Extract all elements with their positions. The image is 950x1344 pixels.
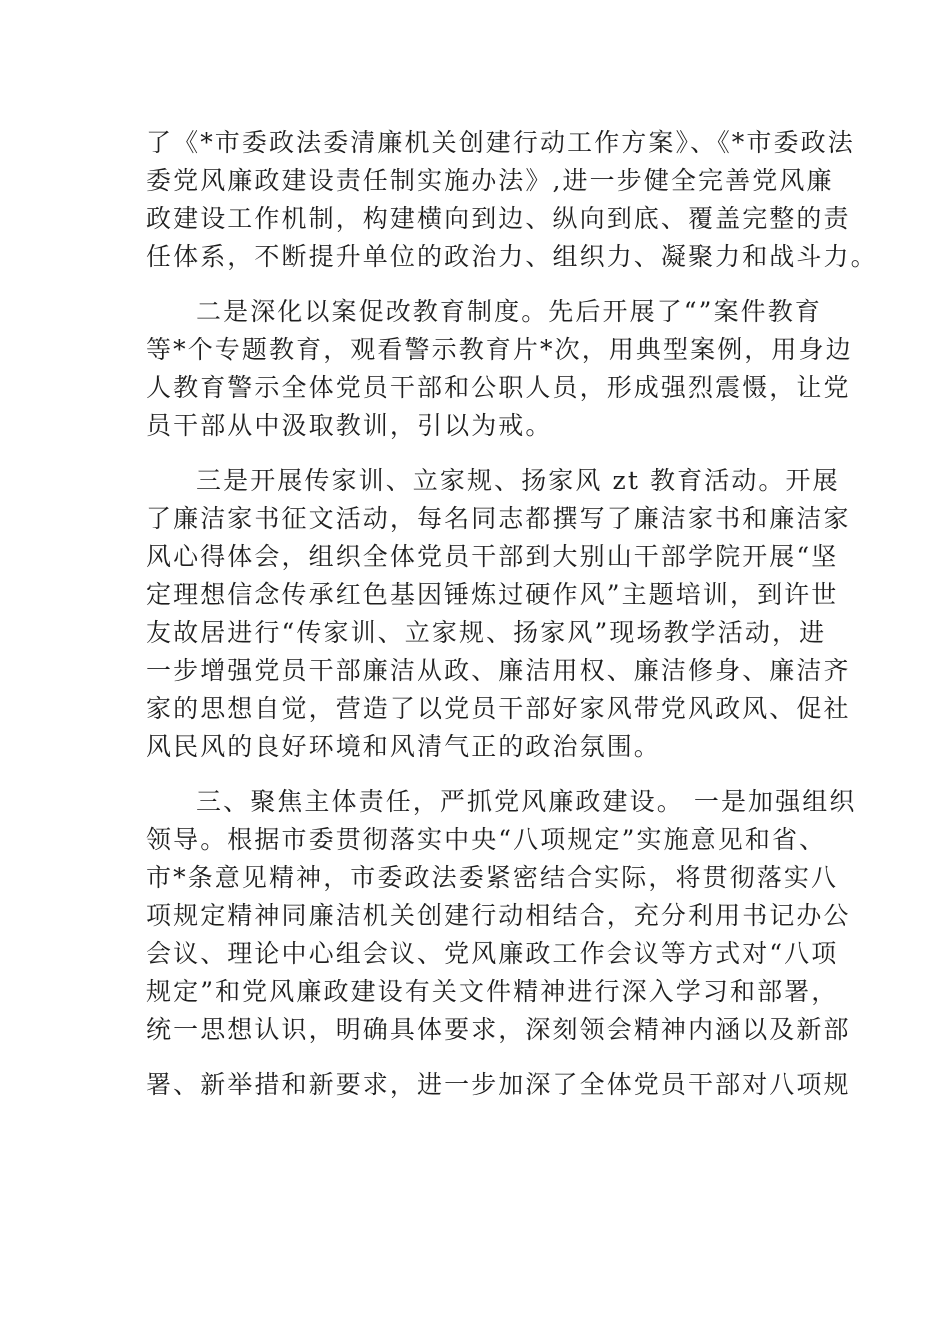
paragraph-family-tradition — [146, 462, 851, 783]
text-line: 统一思想认识，明确具体要求，深刻领会精神内涵以及新部 — [146, 1015, 851, 1044]
text-line: 定理想信念传承红色基因锤炼过硬作风”主题培训，到许世 — [146, 580, 839, 609]
text-line: 了《*市委政法委清廉机关创建行动工作方案》、《*市委政法 — [146, 128, 855, 157]
text-line: 三是开展传家训、立家规、扬家风 zt 教育活动。开展 — [196, 466, 840, 495]
text-line: 规定”和党风廉政建设有关文件精神进行深入学习和部署， — [146, 977, 839, 1006]
text-line: 家的思想自觉，营造了以党员干部好家风带党风政风、促社 — [146, 694, 851, 723]
paragraph-main-responsibility — [146, 783, 857, 1104]
text-line: 风心得体会，组织全体党员干部到大别山干部学院开展“坚 — [146, 542, 839, 571]
document-body — [146, 124, 878, 1104]
text-line: 三、聚焦主体责任，严抓党风廉政建设。 一是加强组织 — [196, 787, 857, 816]
text-line: 人教育警示全体党员干部和公职人员，形成强烈震慑，让党 — [146, 373, 851, 402]
text-line: 署、新举措和新要求，进一步加深了全体党员干部对八项规 — [146, 1070, 851, 1099]
text-line: 会议、理论中心组会议、党风廉政工作会议等方式对“八项 — [146, 939, 839, 968]
text-line: 任体系，不断提升单位的政治力、组织力、凝聚力和战斗力。 — [146, 242, 878, 271]
paragraph-case-education — [146, 293, 853, 462]
text-line: 政建设工作机制，构建横向到边、纵向到底、覆盖完整的责 — [146, 204, 851, 233]
text-line: 风民风的良好环境和风清气正的政治氛围。 — [146, 732, 661, 761]
text-line: 员干部从中汲取教训，引以为戒。 — [146, 411, 553, 440]
text-line: 市*条意见精神，市委政法委紧密结合实际，将贯彻落实八 — [146, 863, 839, 892]
text-line: 二是深化以案促改教育制度。先后开展了“”案件教育 — [196, 297, 822, 326]
text-line: 了廉洁家书征文活动，每名同志都撰写了廉洁家书和廉洁家 — [146, 504, 851, 533]
text-line: 友故居进行“传家训、立家规、扬家风”现场教学活动，进 — [146, 618, 827, 647]
text-line: 委党风廉政建设责任制实施办法》,进一步健全完善党风廉 — [146, 166, 834, 195]
text-line: 项规定精神同廉洁机关创建行动相结合，充分利用书记办公 — [146, 901, 851, 930]
paragraph-plan-documents — [146, 124, 878, 293]
text-line: 等*个专题教育，观看警示教育片*次，用典型案例，用身边 — [146, 335, 853, 364]
text-line: 一步增强党员干部廉洁从政、廉洁用权、廉洁修身、廉洁齐 — [146, 656, 851, 685]
text-line: 领导。根据市委贯彻落实中央“八项规定”实施意见和省、 — [146, 825, 827, 854]
